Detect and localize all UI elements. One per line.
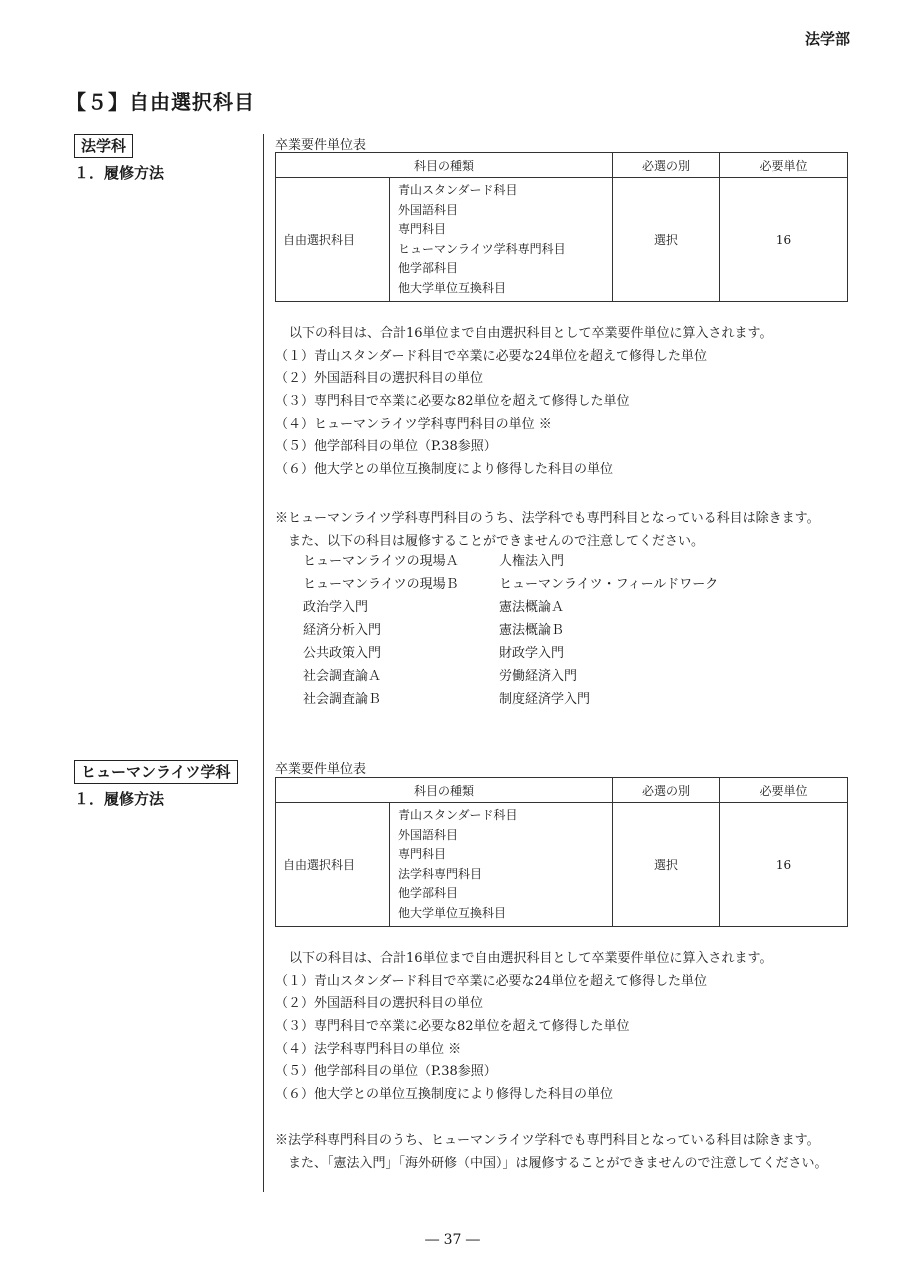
subject-item: 外国語科目 [398, 827, 459, 842]
header-units: 必要単位 [720, 153, 848, 178]
selection-cell: 選択 [613, 803, 720, 927]
list-item: （３）専門科目で卒業に必要な82単位を超えて修得した単位 [275, 394, 630, 410]
requirements-table-law [275, 152, 848, 302]
excluded-course: 経済分析入門 [303, 623, 382, 638]
excluded-course: 社会調査論Ｂ [303, 692, 382, 707]
page-number: ― 37 ― [425, 1232, 480, 1248]
excluded-course: 制度経済学入門 [499, 692, 591, 707]
units-cell: 16 [720, 178, 848, 302]
category-cell: 自由選択科目 [276, 178, 390, 302]
list-item: （５）他学部科目の単位（P.38参照） [275, 1064, 497, 1080]
faculty-header: 法学部 [804, 30, 850, 48]
category-cell: 自由選択科目 [276, 803, 390, 927]
excluded-course: 財政学入門 [499, 646, 565, 661]
subjects-cell [390, 178, 613, 302]
subjects-cell [390, 803, 613, 927]
list-item: （２）外国語科目の選択科目の単位 [275, 371, 484, 387]
excluded-course: 憲法概論Ｂ [499, 623, 565, 638]
excluded-course: 憲法概論Ａ [499, 600, 565, 615]
subheading-law: １．履修方法 [74, 164, 165, 182]
excluded-course: 労働経済入門 [499, 669, 578, 684]
units-cell: 16 [720, 803, 848, 927]
subject-item: ヒューマンライツ学科専門科目 [398, 241, 566, 256]
divider-line [263, 134, 264, 1192]
header-subject-type: 科目の種類 [276, 778, 613, 803]
note-human-rights [275, 1129, 875, 1175]
subject-item: 青山スタンダード科目 [398, 808, 518, 822]
table-caption-law: 卒業要件単位表 [275, 138, 367, 153]
excluded-course: ヒューマンライツ・フィールドワーク [499, 577, 719, 592]
subject-item: 外国語科目 [398, 202, 459, 217]
note-line: ※ヒューマンライツ学科専門科目のうち、法学科でも専門科目となっている科目は除きます。 [275, 511, 820, 526]
subject-item: 他大学単位互換科目 [398, 905, 507, 920]
note-line: また、以下の科目は履修することができませんので注意してください。 [288, 534, 705, 549]
selection-cell: 選択 [613, 178, 720, 302]
subject-item: 他大学単位互換科目 [398, 280, 507, 295]
excluded-course: ヒューマンライツの現場Ｂ [303, 577, 459, 592]
table-caption-human-rights: 卒業要件単位表 [275, 762, 367, 777]
list-item: （６）他大学との単位互換制度により修得した科目の単位 [275, 1087, 614, 1103]
subject-item: 青山スタンダード科目 [398, 183, 518, 197]
header-selection: 必選の別 [613, 153, 720, 178]
note-line: ※法学科専門科目のうち、ヒューマンライツ学科でも専門科目となっている科目は除きます。 [275, 1133, 820, 1148]
section-title: 【５】自由選択科目 [66, 90, 255, 114]
note-line: また、「憲法入門」「海外研修（中国）」は履修することができませんので注意してください。 [288, 1156, 828, 1171]
header-subject-type: 科目の種類 [276, 153, 613, 178]
subject-item: 他学部科目 [398, 261, 459, 275]
header-units: 必要単位 [720, 778, 848, 803]
intro-text: 以下の科目は、合計16単位まで自由選択科目として卒業要件単位に算入されます。 [289, 951, 773, 966]
subject-item: 法学科専門科目 [398, 866, 483, 881]
subject-item: 専門科目 [398, 847, 447, 861]
excluded-course: ヒューマンライツの現場Ａ [303, 554, 459, 569]
subheading-human-rights: １．履修方法 [74, 790, 165, 808]
requirements-table-human-rights [275, 777, 848, 927]
excluded-course: 人権法入門 [499, 554, 565, 569]
excluded-course: 社会調査論Ａ [303, 669, 382, 684]
excluded-courses-grid [303, 550, 718, 711]
counted-subjects-law [275, 323, 875, 482]
excluded-course: 政治学入門 [303, 600, 369, 615]
counted-subjects-human-rights [275, 948, 875, 1107]
subject-item: 他学部科目 [398, 886, 459, 900]
department-label-human-rights: ヒューマンライツ学科 [74, 760, 238, 784]
header-selection: 必選の別 [613, 778, 720, 803]
department-label-law: 法学科 [74, 134, 133, 158]
list-item: （４）法学科専門科目の単位 ※ [275, 1041, 462, 1057]
excluded-course: 公共政策入門 [303, 646, 382, 661]
list-item: （４）ヒューマンライツ学科専門科目の単位 ※ [275, 416, 552, 432]
list-item: （１）青山スタンダード科目で卒業に必要な24単位を超えて修得した単位 [275, 348, 708, 364]
list-item: （３）専門科目で卒業に必要な82単位を超えて修得した単位 [275, 1019, 630, 1035]
subject-item: 専門科目 [398, 222, 447, 236]
list-item: （１）青山スタンダード科目で卒業に必要な24単位を超えて修得した単位 [275, 973, 708, 989]
list-item: （５）他学部科目の単位（P.38参照） [275, 439, 497, 455]
note-law [275, 507, 875, 553]
intro-text: 以下の科目は、合計16単位まで自由選択科目として卒業要件単位に算入されます。 [289, 326, 773, 341]
list-item: （２）外国語科目の選択科目の単位 [275, 996, 484, 1012]
list-item: （６）他大学との単位互換制度により修得した科目の単位 [275, 462, 614, 478]
